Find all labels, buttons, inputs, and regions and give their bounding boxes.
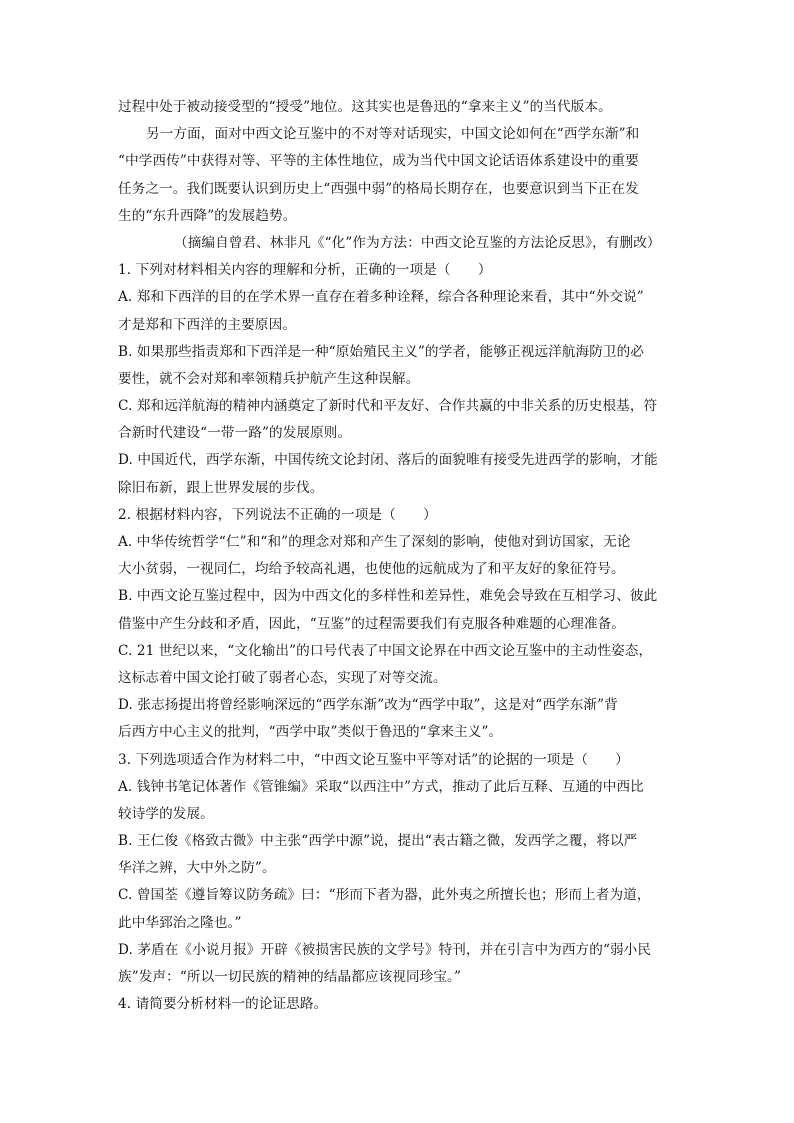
question-2-option-d: D. 张志扬提出将曾经影响深远的“西学东渐”改为“西学中取”，这是对“西学东渐”背	[118, 697, 618, 714]
paragraph-line: 另一方面，面对中西文论互鉴中的不对等对话现实，中国文论如何在“西学东渐”和	[146, 126, 640, 143]
question-2-option-b-cont: 借鉴中产生分歧和矛盾，因此，“互鉴”的过程需要我们有克服各种难题的心理准备。	[118, 615, 626, 632]
question-1-option-c: C. 郑和远洋航海的精神内涵奠定了新时代和平友好、合作共赢的中非关系的历史根基，符	[118, 398, 658, 415]
question-2-option-b: B. 中西文论互鉴过程中，因为中西文化的多样性和差异性，难免会导致在互相学习、彼此	[118, 588, 658, 605]
question-2-stem: 2. 根据材料内容，下列说法不正确的一项是（ ）	[118, 506, 437, 523]
question-3-option-c-cont: 此中华郅治之隆也。”	[118, 914, 242, 931]
document-page	[118, 94, 678, 1018]
question-1-option-b-cont: 要性，就不会对郑和率领精兵护航产生这种误解。	[118, 370, 420, 387]
question-3-option-b-cont: 华洋之辨，大中外之防”。	[118, 860, 276, 877]
question-1-option-a-cont: 才是郑和下西洋的主要原因。	[118, 316, 297, 333]
paragraph-line: 生的“东升西降”的发展趋势。	[118, 207, 297, 224]
paragraph-line: “中学西传”中获得对等、平等的主体性地位，成为当代中国文论话语体系建设中的重要	[118, 153, 639, 170]
question-3-option-d-cont: 族”发声：“所以一切民族的精神的结晶都应该视同珍宝。”	[118, 969, 461, 985]
question-2-option-d-cont: 后西方中心主义的批判，“西学中取”类似于鲁迅的“拿来主义”。	[118, 724, 503, 741]
question-1-stem: 1. 下列对材料相关内容的理解和分析，正确的一项是（ ）	[118, 262, 492, 279]
paragraph-line: 过程中处于被动接受型的“授受”地位。这其实也是鲁迅的“拿来主义”的当代版本。	[118, 99, 612, 115]
question-2-option-c-cont: 这标志着中国文论打破了弱者心态，实现了对等交流。	[118, 669, 447, 686]
paragraph-line: 任务之一。我们既要认识到历史上“西强中弱”的格局长期存在，也要意识到当下正在发	[118, 180, 639, 197]
question-3-option-c: C. 曾国荃《遵旨筹议防务疏》曰：“形而下者为器，此外夷之所擅长也；形而上者为道，	[118, 887, 651, 904]
source-citation: （摘编自曾君、林非凡《“化”作为方法：中西文论互鉴的方法论反思》，有删改）	[174, 234, 661, 251]
question-3-stem: 3. 下列选项适合作为材料二中，“中西文论互鉴中平等对话”的论据的一项是（ ）	[118, 751, 629, 768]
question-1-option-d: D. 中国近代，西学东渐，中国传统文论封闭、落后的面貌唯有接受先进西学的影响，才能	[118, 452, 658, 469]
question-2-option-a-cont: 大小贫弱，一视同仁，均给予较高礼遇，也使他的远航成为了和平友好的象征符号。	[118, 561, 625, 578]
question-2-option-a: A. 中华传统哲学“仁”和“和”的理念对郑和产生了深刻的影响，使他对到访国家，无论	[118, 534, 631, 550]
question-1-option-c-cont: 合新时代建设“一带一路”的发展原则。	[118, 425, 352, 442]
question-1-option-a: A. 郑和下西洋的目的在学术界一直存在着多种诠释，综合各种理论来看，其中“外交说”	[118, 289, 644, 306]
question-3-option-a-cont: 较诗学的发展。	[118, 805, 214, 822]
question-3-option-d: D. 茅盾在《小说月报》开辟《被损害民族的文学号》特刊，并在引言中为西方的“弱小民	[118, 941, 652, 958]
question-1-option-b: B. 如果那些指责郑和下西洋是一种“原始殖民主义”的学者，能够正视远洋航海防卫的必	[118, 343, 645, 360]
question-1-option-d-cont: 除旧布新，跟上世界发展的步伐。	[118, 479, 324, 496]
question-4-stem: 4. 请简要分析材料一的论证思路。	[118, 996, 328, 1013]
question-3-option-a: A. 钱钟书笔记体著作《管锥编》采取“以西注中”方式，推动了此后互释、互通的中西比	[118, 778, 644, 795]
question-3-option-b: B. 王仁俊《格致古微》中主张“西学中源”说，提出“表古籍之微，发西学之覆，将以严	[118, 833, 638, 850]
question-2-option-c: C. 21 世纪以来，“文化输出”的口号代表了中国文论界在中西文论互鉴中的主动性姿态，	[118, 642, 653, 659]
